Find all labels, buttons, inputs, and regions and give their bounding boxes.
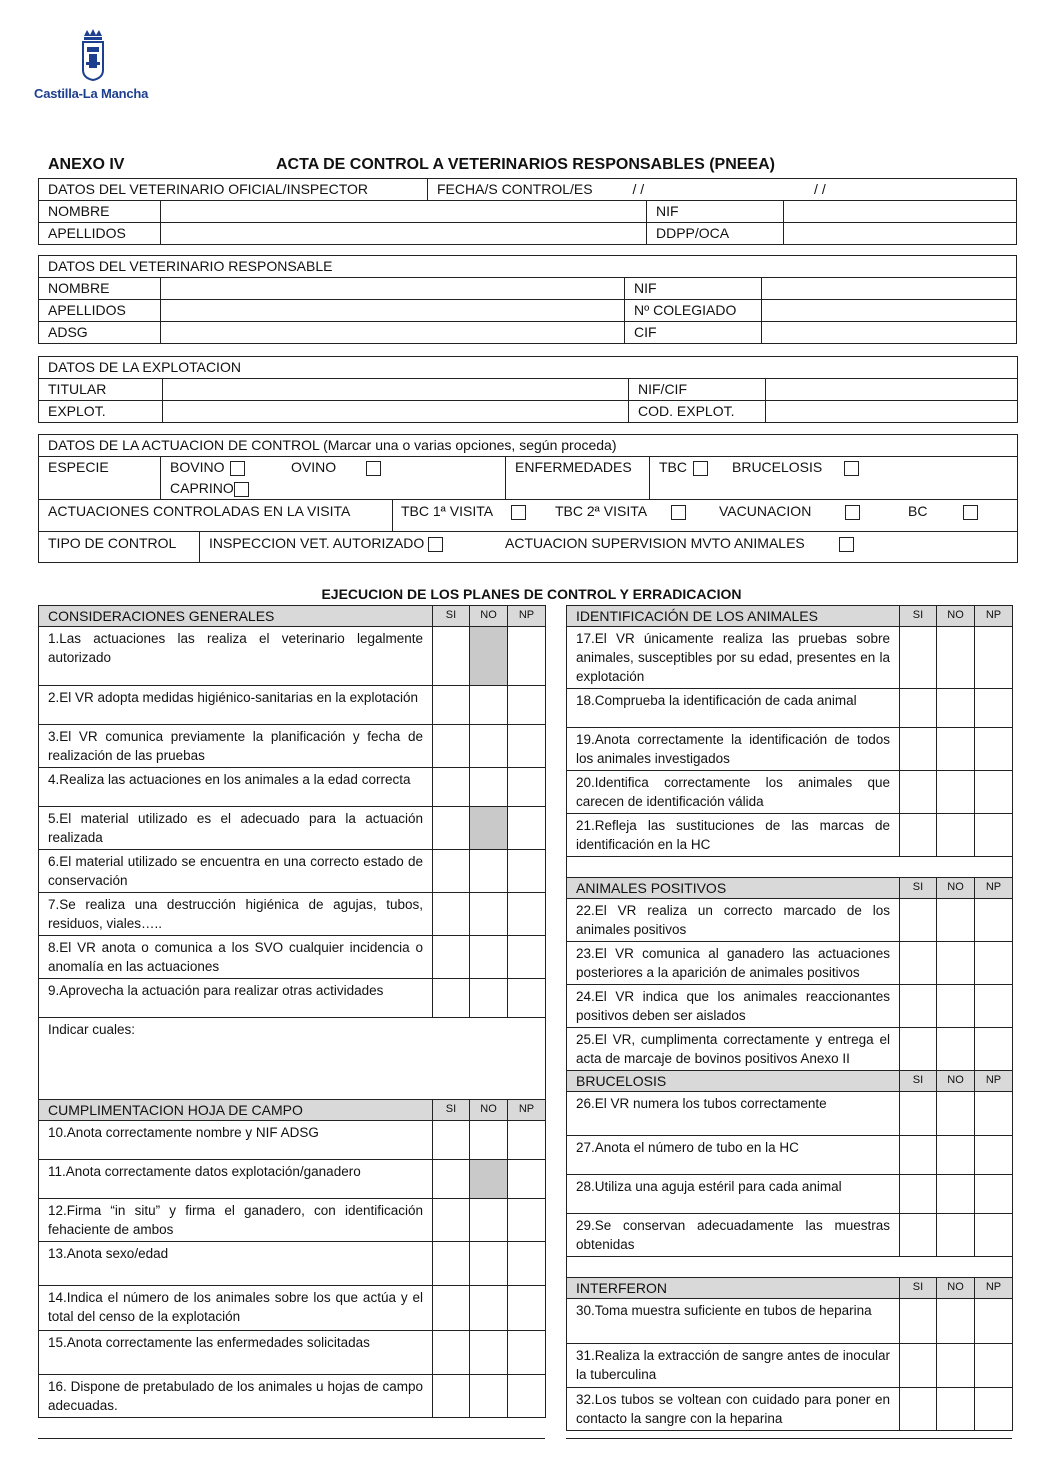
check-si[interactable] — [900, 985, 937, 1028]
item-1: 1.Las actuaciones las realiza el veterinario legalmente autorizado — [39, 627, 433, 686]
label-cif: CIF — [625, 322, 762, 344]
check-no-disabled — [470, 1160, 508, 1199]
item-26: 26.El VR numera los tubos correctamente — [567, 1092, 900, 1136]
item-28: 28.Utiliza una aguja estéril para cada animal — [567, 1175, 900, 1214]
item-7: 7.Se realiza una destrucción higiénica de agujas, tubos, residuos, viales….. — [39, 893, 433, 936]
tipo-options — [200, 532, 1018, 563]
check-si[interactable] — [900, 1028, 937, 1071]
check-si[interactable] — [900, 1092, 937, 1136]
label-tipo-control: TIPO DE CONTROL — [39, 532, 200, 563]
check-si[interactable] — [433, 936, 470, 979]
supervision-label: ACTUACION SUPERVISION MVTO ANIMALES — [505, 535, 805, 551]
check-no[interactable] — [937, 1299, 975, 1344]
col-si: SI — [900, 1071, 937, 1092]
label-nifcif: NIF/CIF — [629, 379, 766, 401]
actuacion-table — [38, 434, 1018, 563]
fecha-control — [428, 179, 1017, 201]
item-29: 29.Se conservan adecuadamente las muestras obtenidas — [567, 1214, 900, 1257]
crown-shield-icon — [34, 28, 164, 86]
indicar-cuales[interactable]: Indicar cuales: — [39, 1018, 546, 1100]
check-np[interactable] — [975, 627, 1013, 689]
check-si[interactable] — [433, 979, 470, 1018]
label-ddpp: DDPP/OCA — [647, 223, 784, 245]
check-np[interactable] — [508, 979, 546, 1018]
check-no[interactable] — [937, 942, 975, 985]
right-checklist — [566, 605, 1013, 1431]
field-apellidos[interactable] — [161, 223, 647, 245]
enfermedades-label: ENFERMEDADES — [506, 457, 650, 499]
col-no: NO — [937, 1071, 975, 1092]
check-no[interactable] — [937, 1388, 975, 1431]
check-si[interactable] — [433, 686, 470, 725]
item-6: 6.El material utilizado se encuentra en una correcto estado de conservación — [39, 850, 433, 893]
inspector-table — [38, 178, 1017, 245]
annex-label: ANEXO IV — [48, 156, 125, 173]
check-si[interactable] — [433, 1199, 470, 1242]
col-np: NP — [975, 1071, 1013, 1092]
section-title: EJECUCION DE LOS PLANES DE CONTROL Y ERRADICACION — [321, 586, 742, 602]
field-cif[interactable] — [762, 322, 1017, 344]
check-np[interactable] — [508, 1242, 546, 1286]
check-no[interactable] — [937, 1214, 975, 1257]
responsable-heading: DATOS DEL VETERINARIO RESPONSABLE — [39, 256, 1017, 278]
brucelosis-title: BRUCELOSIS — [567, 1071, 900, 1092]
item-31: 31.Realiza la extracción de sangre antes de inocular la tuberculina — [567, 1344, 900, 1388]
check-np[interactable] — [975, 814, 1013, 857]
enfermedades-cell — [506, 457, 1018, 500]
check-no[interactable] — [937, 899, 975, 942]
col-np: NP — [508, 606, 546, 627]
check-si[interactable] — [900, 728, 937, 771]
col-np: NP — [508, 1100, 546, 1121]
responsable-table — [38, 255, 1017, 344]
item-13: 13.Anota sexo/edad — [39, 1242, 433, 1286]
item-17: 17.El VR únicamente realiza las pruebas sobre animales, susceptibles por su edad, presentes en la explotación — [567, 627, 900, 689]
explotacion-table — [38, 356, 1018, 423]
check-si[interactable] — [433, 850, 470, 893]
check-no[interactable] — [937, 1092, 975, 1136]
check-np[interactable] — [975, 1344, 1013, 1388]
check-np[interactable] — [508, 807, 546, 850]
check-no[interactable] — [470, 1331, 508, 1375]
check-np[interactable] — [508, 850, 546, 893]
item-11: 11.Anota correctamente datos explotación/ganadero — [39, 1160, 433, 1199]
check-no[interactable] — [937, 1136, 975, 1175]
label-cod-explot: COD. EXPLOT. — [629, 401, 766, 423]
check-si[interactable] — [433, 1121, 470, 1160]
field-nif[interactable] — [762, 278, 1017, 300]
check-no[interactable] — [937, 728, 975, 771]
check-si[interactable] — [900, 1299, 937, 1344]
col-np: NP — [975, 1278, 1013, 1299]
check-si[interactable] — [433, 1331, 470, 1375]
check-si[interactable] — [433, 893, 470, 936]
vacunacion-label: VACUNACION — [719, 503, 812, 519]
positivos-title: ANIMALES POSITIVOS — [567, 878, 900, 899]
check-np[interactable] — [508, 725, 546, 768]
check-no[interactable] — [937, 771, 975, 814]
field-colegiado[interactable] — [762, 300, 1017, 322]
check-np[interactable] — [508, 893, 546, 936]
check-si[interactable] — [433, 725, 470, 768]
item-2: 2.El VR adopta medidas higiénico-sanitarias en la explotación — [39, 686, 433, 725]
check-no[interactable] — [470, 1199, 508, 1242]
label-adsg: ADSG — [39, 322, 161, 344]
document-title: ACTA DE CONTROL A VETERINARIOS RESPONSABLES (PNEEA) — [276, 156, 775, 173]
left-checklist — [38, 605, 546, 1418]
check-si[interactable] — [900, 942, 937, 985]
col-no: NO — [937, 878, 975, 899]
item-8: 8.El VR anota o comunica a los SVO cualquier incidencia o anomalía en las actuaciones — [39, 936, 433, 979]
check-np[interactable] — [508, 768, 546, 807]
item-23: 23.El VR comunica al ganadero las actuaciones posteriores a la aparición de animales positivos — [567, 942, 900, 985]
tbc-label: TBC — [659, 459, 687, 475]
check-si[interactable] — [433, 807, 470, 850]
item-18: 18.Comprueba la identificación de cada animal — [567, 689, 900, 728]
field-titular[interactable] — [163, 379, 629, 401]
check-np[interactable] — [975, 1214, 1013, 1257]
bc-label: BC — [908, 503, 928, 519]
actuaciones-options — [393, 500, 1018, 532]
explotacion-heading: DATOS DE LA EXPLOTACION — [39, 357, 1018, 379]
item-22: 22.El VR realiza un correcto marcado de los animales positivos — [567, 899, 900, 942]
signature-line-right — [566, 1438, 1012, 1439]
interferon-title: INTERFERON — [567, 1278, 900, 1299]
check-no[interactable] — [470, 686, 508, 725]
bovino-checkbox[interactable] — [230, 461, 245, 476]
label-explot: EXPLOT. — [39, 401, 163, 423]
fecha-slashes-1: / / — [632, 181, 645, 197]
ident-title: IDENTIFICACIÓN DE LOS ANIMALES — [567, 606, 900, 627]
logo-text: Castilla-La Mancha — [34, 86, 149, 101]
check-np[interactable] — [508, 1199, 546, 1242]
item-24: 24.El VR indica que los animales reaccionantes positivos deben ser aislados — [567, 985, 900, 1028]
check-si[interactable] — [900, 899, 937, 942]
label-especie: ESPECIE — [39, 457, 161, 500]
check-si[interactable] — [900, 1344, 937, 1388]
bovino-label: BOVINO — [170, 459, 225, 475]
check-no[interactable] — [470, 1121, 508, 1160]
check-no[interactable] — [470, 1286, 508, 1331]
check-np[interactable] — [508, 686, 546, 725]
check-np[interactable] — [508, 1375, 546, 1418]
brucelosis-label: BRUCELOSIS — [732, 459, 823, 475]
item-5: 5.El material utilizado es el adecuado para la actuación realizada — [39, 807, 433, 850]
field-nombre[interactable] — [161, 201, 647, 223]
check-np[interactable] — [975, 1175, 1013, 1214]
item-9: 9.Aprovecha la actuación para realizar otras actividades — [39, 979, 433, 1018]
supervision-checkbox[interactable] — [839, 537, 854, 552]
check-np[interactable] — [975, 728, 1013, 771]
hoja-title: CUMPLIMENTACION HOJA DE CAMPO — [39, 1100, 433, 1121]
col-si: SI — [900, 606, 937, 627]
field-cod-explot[interactable] — [766, 401, 1018, 423]
col-si: SI — [433, 606, 470, 627]
spacer-row — [567, 1257, 1013, 1278]
col-no: NO — [470, 1100, 508, 1121]
tbc2-label: TBC 2ª VISITA — [555, 503, 648, 519]
col-si: SI — [433, 1100, 470, 1121]
check-no[interactable] — [937, 627, 975, 689]
check-np[interactable] — [975, 899, 1013, 942]
check-np[interactable] — [975, 1092, 1013, 1136]
check-np[interactable] — [508, 1286, 546, 1331]
check-no[interactable] — [937, 689, 975, 728]
check-no[interactable] — [470, 936, 508, 979]
check-np[interactable] — [975, 1136, 1013, 1175]
col-no: NO — [470, 606, 508, 627]
label-nif: NIF — [625, 278, 762, 300]
check-si[interactable] — [433, 1286, 470, 1331]
vacunacion-checkbox[interactable] — [845, 505, 860, 520]
item-32: 32.Los tubos se voltean con cuidado para poner en contacto la sangre con la heparina — [567, 1388, 900, 1431]
inspeccion-label: INSPECCION VET. AUTORIZADO — [209, 535, 425, 551]
item-4: 4.Realiza las actuaciones en los animales a la edad correcta — [39, 768, 433, 807]
check-np[interactable] — [975, 1299, 1013, 1344]
check-si[interactable] — [900, 627, 937, 689]
check-si[interactable] — [433, 1242, 470, 1286]
field-nifcif[interactable] — [766, 379, 1018, 401]
castilla-la-mancha-logo — [34, 28, 164, 108]
item-19: 19.Anota correctamente la identificación de todos los animales investigados — [567, 728, 900, 771]
item-14: 14.Indica el número de los animales sobre los que actúa y el total del censo de la explotación — [39, 1286, 433, 1331]
field-apellidos[interactable] — [161, 300, 625, 322]
check-no[interactable] — [937, 1344, 975, 1388]
col-si: SI — [900, 878, 937, 899]
col-no: NO — [937, 606, 975, 627]
item-16: 16. Dispone de pretabulado de los animales u hojas de campo adecuadas. — [39, 1375, 433, 1418]
tbc1-label: TBC 1ª VISITA — [401, 503, 494, 519]
label-apellidos: APELLIDOS — [39, 300, 161, 322]
spacer-row — [567, 857, 1013, 878]
check-no[interactable] — [470, 1242, 508, 1286]
signature-line-left — [38, 1438, 545, 1439]
check-si[interactable] — [900, 771, 937, 814]
check-no[interactable] — [470, 850, 508, 893]
check-si[interactable] — [433, 627, 470, 686]
check-si[interactable] — [900, 1175, 937, 1214]
check-np[interactable] — [508, 1331, 546, 1375]
bc-checkbox[interactable] — [963, 505, 978, 520]
check-np[interactable] — [975, 1388, 1013, 1431]
field-adsg[interactable] — [161, 322, 625, 344]
check-np[interactable] — [975, 689, 1013, 728]
label-nif: NIF — [647, 201, 784, 223]
field-ddpp[interactable] — [784, 223, 1017, 245]
field-nombre[interactable] — [161, 278, 625, 300]
check-np[interactable] — [508, 936, 546, 979]
col-np: NP — [975, 606, 1013, 627]
check-no[interactable] — [937, 1175, 975, 1214]
item-25: 25.El VR, cumplimenta correctamente y entrega el acta de marcaje de bovinos positivos Anexo II — [567, 1028, 900, 1071]
check-no[interactable] — [937, 985, 975, 1028]
check-no-disabled — [470, 627, 508, 686]
check-si[interactable] — [900, 1388, 937, 1431]
check-np[interactable] — [975, 985, 1013, 1028]
check-si[interactable] — [433, 1375, 470, 1418]
brucelosis-checkbox[interactable] — [844, 461, 859, 476]
tbc2-checkbox[interactable] — [671, 505, 686, 520]
check-np[interactable] — [975, 942, 1013, 985]
check-si[interactable] — [900, 814, 937, 857]
item-3: 3.El VR comunica previamente la planificación y fecha de realización de las pruebas — [39, 725, 433, 768]
actuacion-heading: DATOS DE LA ACTUACION DE CONTROL (Marcar una o varias opciones, según proceda) — [39, 435, 1018, 457]
check-np[interactable] — [508, 1121, 546, 1160]
label-colegiado: Nº COLEGIADO — [625, 300, 762, 322]
label-nombre: NOMBRE — [39, 278, 161, 300]
inspector-heading: DATOS DEL VETERINARIO OFICIAL/INSPECTOR — [39, 179, 428, 201]
check-no[interactable] — [470, 979, 508, 1018]
tbc-checkbox[interactable] — [693, 461, 708, 476]
label-apellidos: APELLIDOS — [39, 223, 161, 245]
item-10: 10.Anota correctamente nombre y NIF ADSG — [39, 1121, 433, 1160]
check-no[interactable] — [470, 1375, 508, 1418]
generales-title: CONSIDERACIONES GENERALES — [39, 606, 433, 627]
label-titular: TITULAR — [39, 379, 163, 401]
check-no[interactable] — [937, 1028, 975, 1071]
check-si[interactable] — [900, 1214, 937, 1257]
field-nif[interactable] — [784, 201, 1017, 223]
col-np: NP — [975, 878, 1013, 899]
label-nombre: NOMBRE — [39, 201, 161, 223]
check-np[interactable] — [975, 771, 1013, 814]
field-explot[interactable] — [163, 401, 629, 423]
check-no[interactable] — [470, 725, 508, 768]
check-si[interactable] — [433, 768, 470, 807]
check-no[interactable] — [937, 814, 975, 857]
especie-options — [161, 457, 506, 500]
caprino-checkbox[interactable] — [234, 482, 249, 497]
item-12: 12.Firma “in situ” y firma el ganadero, con identificación fehaciente de ambos — [39, 1199, 433, 1242]
check-np[interactable] — [508, 627, 546, 686]
check-si[interactable] — [900, 1136, 937, 1175]
item-27: 27.Anota el número de tubo en la HC — [567, 1136, 900, 1175]
fecha-label: FECHA/S CONTROL/ES — [437, 181, 593, 197]
col-si: SI — [900, 1278, 937, 1299]
col-no: NO — [937, 1278, 975, 1299]
tbc1-checkbox[interactable] — [511, 505, 526, 520]
check-si[interactable] — [900, 689, 937, 728]
check-no[interactable] — [470, 893, 508, 936]
item-21: 21.Refleja las sustituciones de las marcas de identificación en la HC — [567, 814, 900, 857]
ovino-label: OVINO — [291, 459, 337, 475]
check-np[interactable] — [508, 1160, 546, 1199]
check-si[interactable] — [433, 1160, 470, 1199]
item-15: 15.Anota correctamente las enfermedades solicitadas — [39, 1331, 433, 1375]
inspeccion-checkbox[interactable] — [428, 537, 443, 552]
check-no[interactable] — [470, 768, 508, 807]
fecha-slashes-2: / / — [814, 181, 826, 197]
ovino-checkbox[interactable] — [366, 461, 381, 476]
check-np[interactable] — [975, 1028, 1013, 1071]
check-no-disabled — [470, 807, 508, 850]
item-30: 30.Toma muestra suficiente en tubos de heparina — [567, 1299, 900, 1344]
caprino-label: CAPRINO — [170, 480, 234, 496]
label-actuaciones: ACTUACIONES CONTROLADAS EN LA VISITA — [39, 500, 393, 532]
item-20: 20.Identifica correctamente los animales que carecen de identificación válida — [567, 771, 900, 814]
